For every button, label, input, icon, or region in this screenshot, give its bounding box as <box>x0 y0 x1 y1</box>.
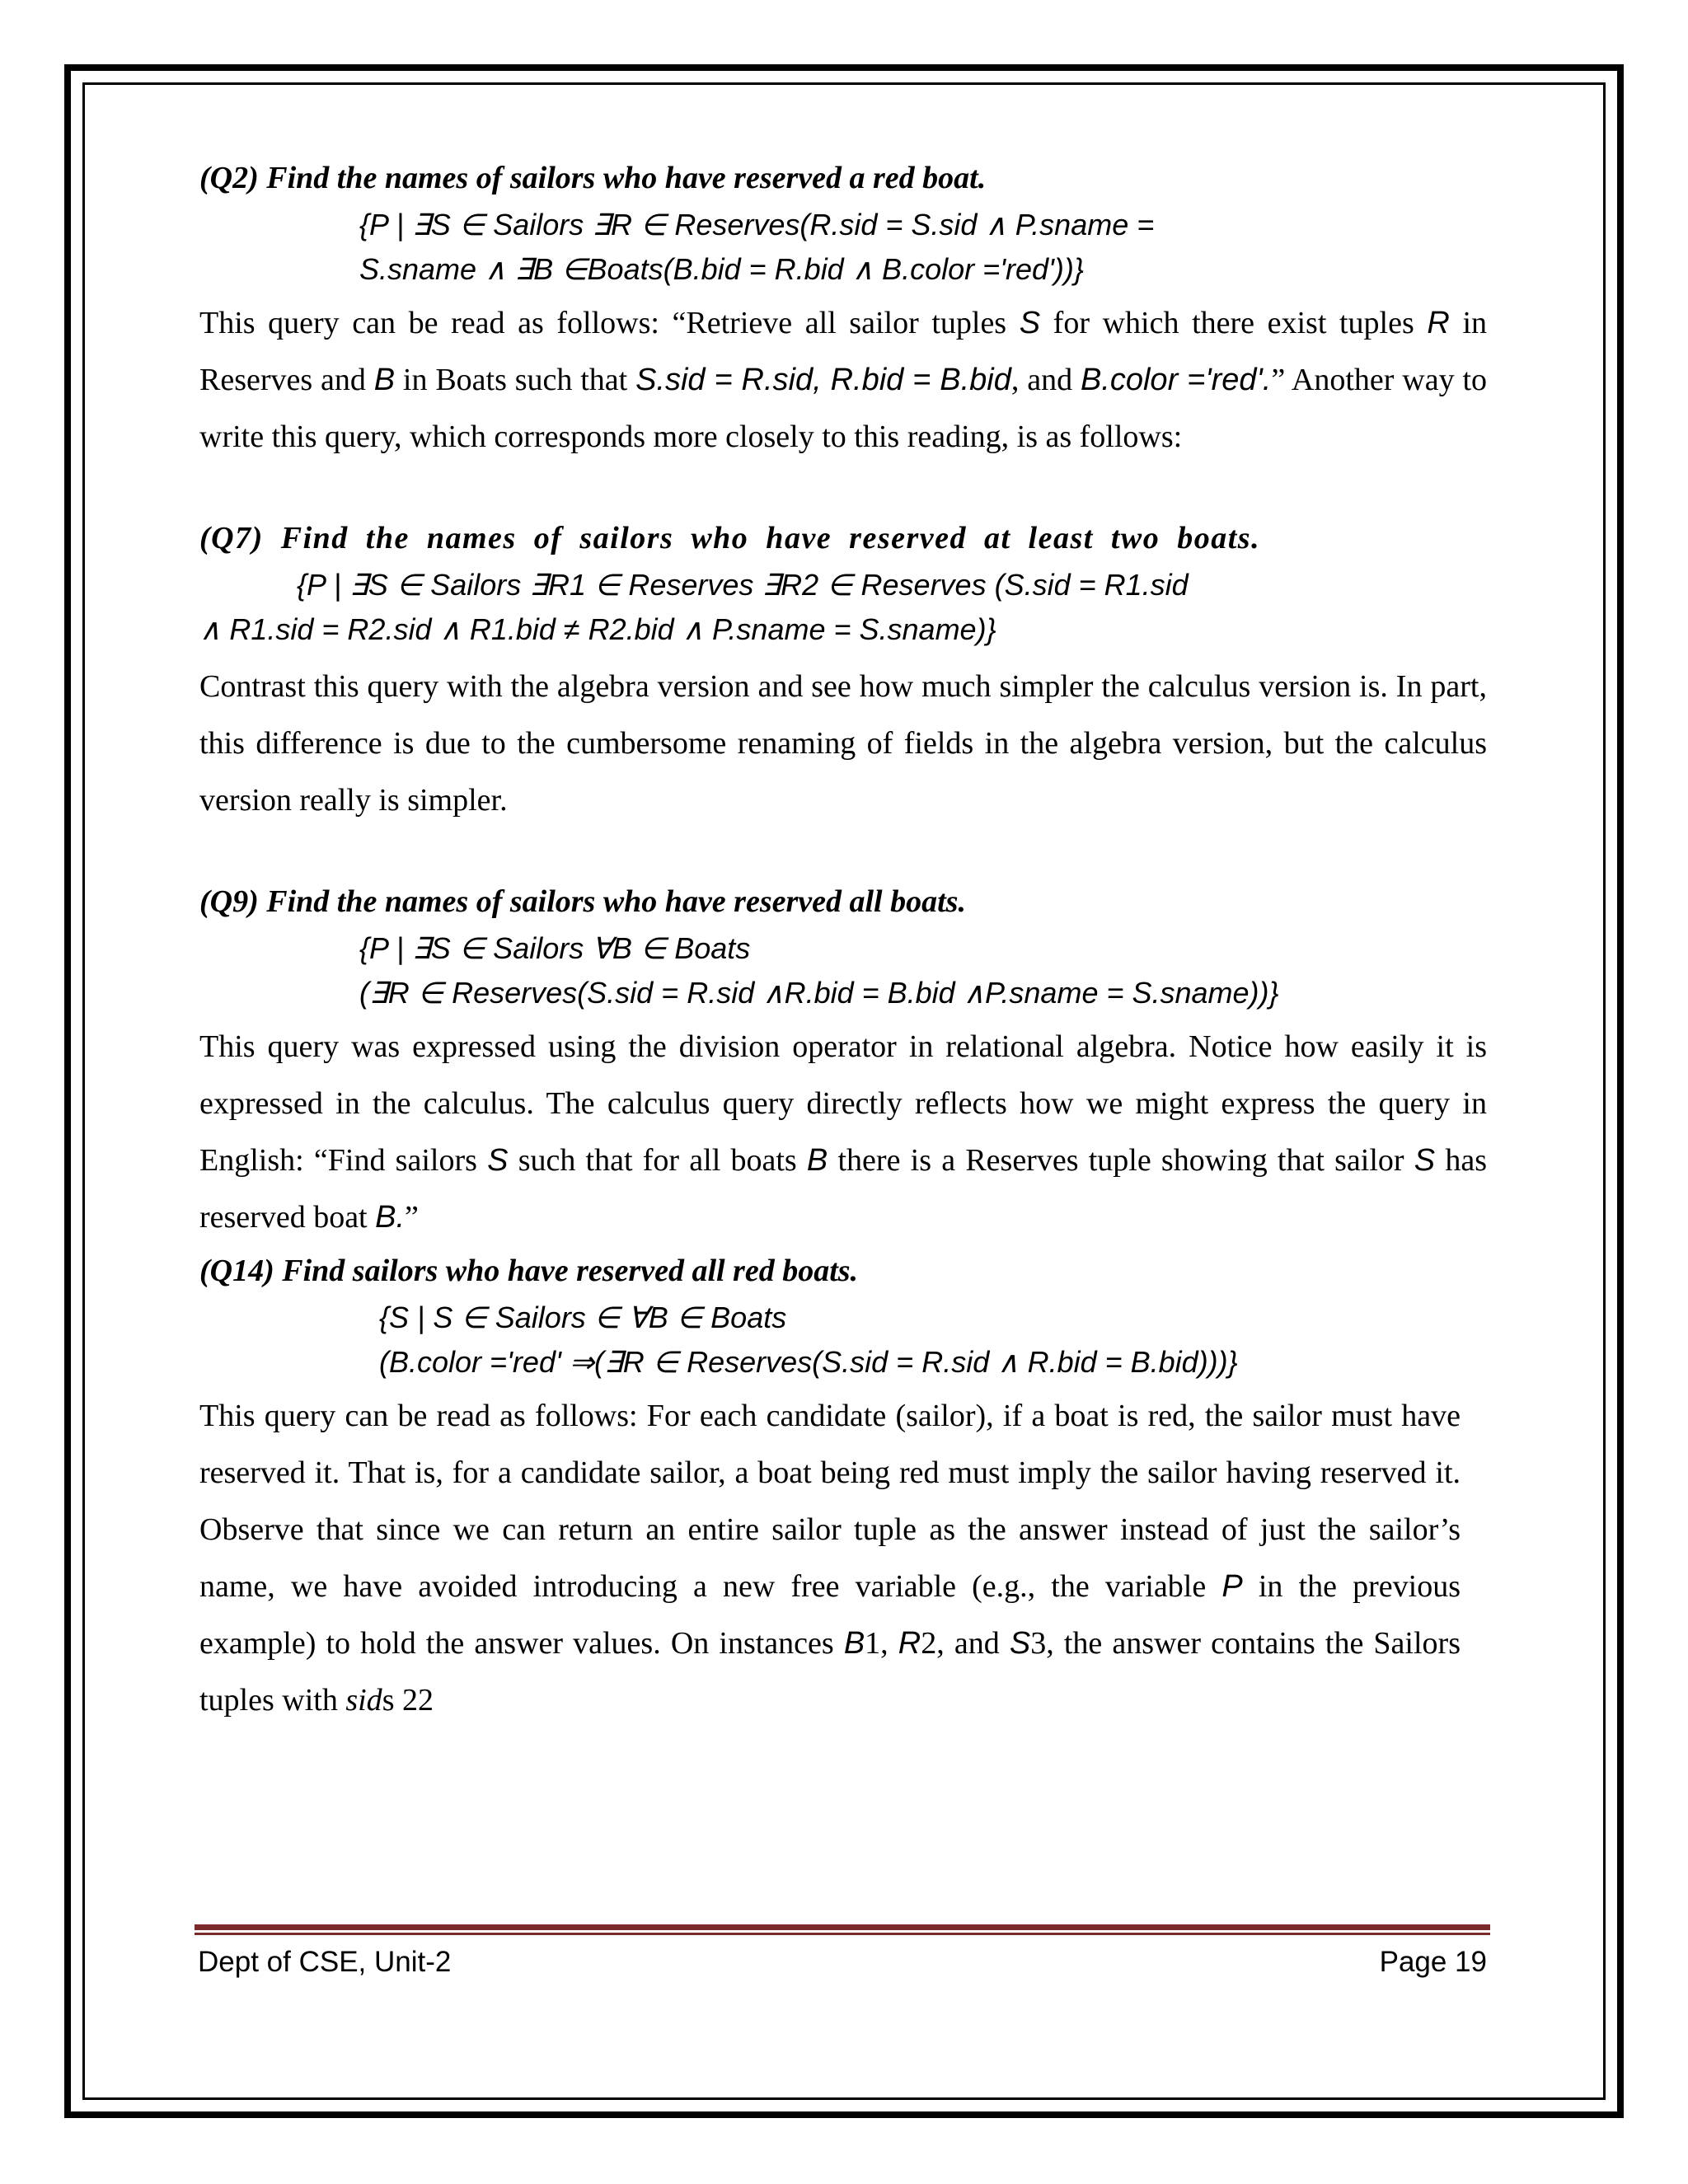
footer-department: Dept of CSE, Unit-2 <box>198 1946 452 1978</box>
q2-formula-line2: S.sname ∧ ∃B ∈Boats(B.bid = R.bid ∧ B.color ='red'))} <box>359 252 1084 286</box>
q2-title: (Q2) Find the names of sailors who have reserved a red boat. <box>199 161 987 195</box>
footer-page-number: Page 19 <box>1379 1946 1487 1978</box>
q9-formula-line2: (∃R ∈ Reserves(S.sid = R.sid ∧R.bid = B.bid ∧P.sname = S.sname))} <box>359 976 1279 1010</box>
q7-formula-line2: ∧ R1.sid = R2.sid ∧ R1.bid ≠ R2.bid ∧ P.sname = S.sname)} <box>199 612 996 646</box>
q14-formula-line1: {S | S ∈ Sailors ∈ ∀B ∈ Boats <box>379 1301 787 1334</box>
q7-title: (Q7) Find the names of sailors who have reserved at least two boats. <box>199 521 1261 555</box>
q2-explanation: This query can be read as follows: “Retrieve all sailor tuples S for which there exist tuples R in Reserves and B in Boats such that S.sid = R.sid, R.bid = B.bid, and B.color ='red'.” Another way to write this query, which corresponds more closely to this reading, is as follows: <box>199 306 1488 454</box>
q9-title: (Q9) Find the names of sailors who have reserved all boats. <box>199 884 966 919</box>
footer-rule <box>195 1924 1490 1930</box>
q14-explanation: This query can be read as follows: For each candidate (sailor), if a boat is red, the sailor must have reserved it. That is, for a candidate sailor, a boat being red must imply the sailor having reserved it. Observe that since we can return an entire sailor tuple as the answer instead of just the sailor’s name, we have avoided introducing a new free variable (e.g., the variable P in the previous example) to hold the answer values. On instances B1, R2, and S3, the answer contains the Sailors tuples with sids 22 <box>199 1399 1461 1718</box>
q9-formula-line1: {P | ∃S ∈ Sailors ∀B ∈ Boats <box>359 931 751 965</box>
q7-explanation: Contrast this query with the algebra version and see how much simpler the calculus version is. In part, this difference is due to the cumbersome renaming of fields in the algebra version, but the calculus version really is simpler. <box>199 669 1487 818</box>
q14-formula-line2: (B.color ='red' ⇒(∃R ∈ Reserves(S.sid = R.sid ∧ R.bid = B.bid)))} <box>379 1345 1238 1379</box>
q2-formula-line1: {P | ∃S ∈ Sailors ∃R ∈ Reserves(R.sid = S.sid ∧ P.sname = <box>359 208 1155 241</box>
q14-title: (Q14) Find sailors who have reserved all red boats. <box>199 1254 859 1288</box>
page-content <box>199 153 1487 1729</box>
footer-rule-thin <box>195 1933 1490 1935</box>
q9-explanation: This query was expressed using the division operator in relational algebra. Notice how easily it is expressed in the calculus. The calculus query directly reflects how we might express the query in English: “Find sailors S such that for all boats B there is a Reserves tuple showing that sailor S has reserved boat B.” <box>199 1029 1487 1235</box>
q7-formula-line1: {P | ∃S ∈ Sailors ∃R1 ∈ Reserves ∃R2 ∈ Reserves (S.sid = R1.sid <box>297 568 1189 602</box>
